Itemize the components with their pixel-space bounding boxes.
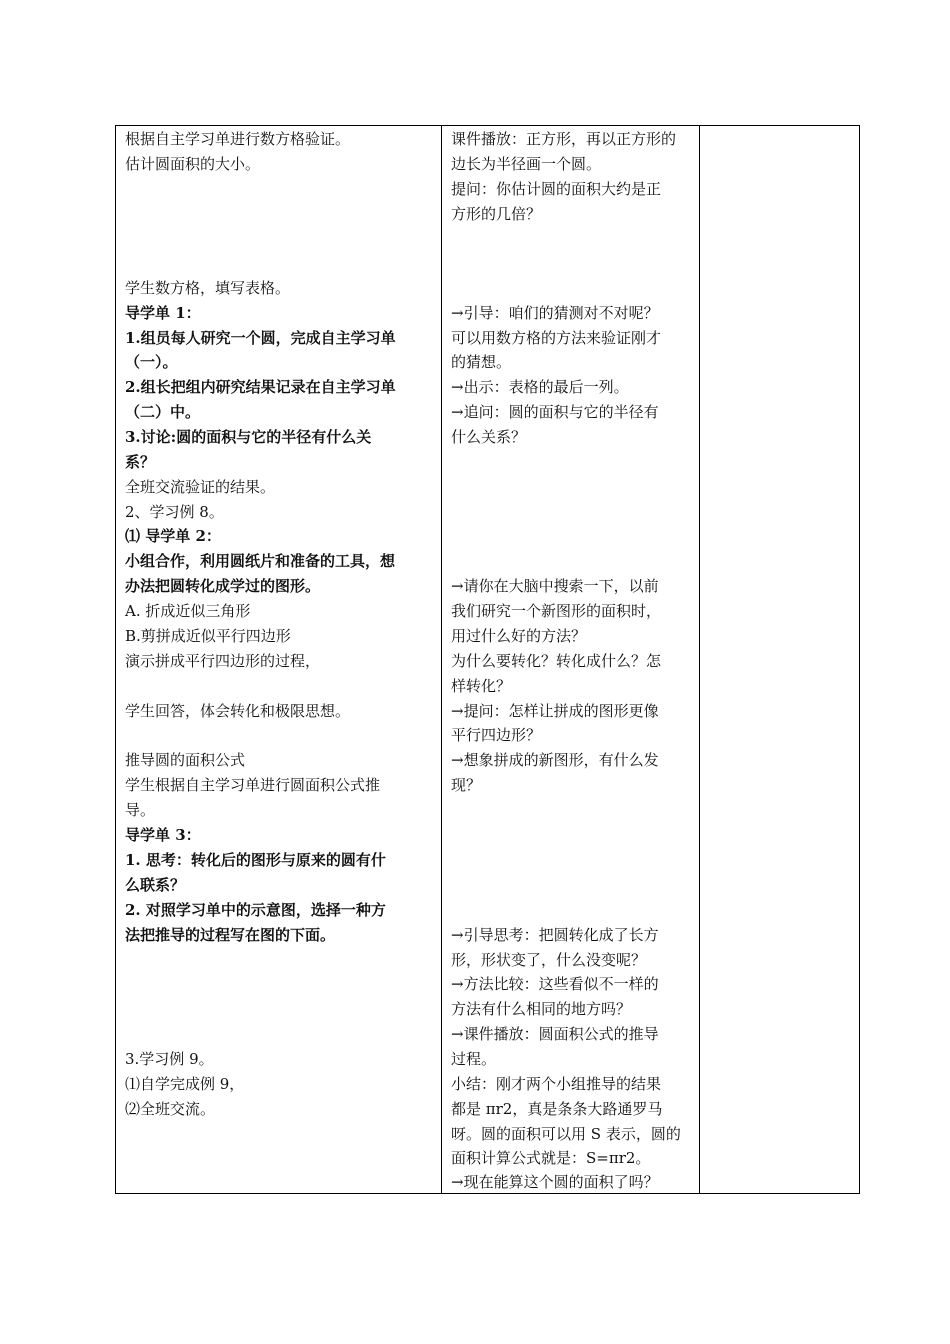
text-line: →课件播放：圆面积公式的推导: [451, 1025, 659, 1043]
text-line: （一）。: [125, 353, 178, 371]
text-line: 过程。: [451, 1050, 497, 1068]
text-line: →方法比较：这些看似不一样的: [451, 975, 659, 993]
lesson-plan-table: [115, 125, 860, 1194]
text-line: 导。: [125, 801, 156, 819]
text-line: 平行四边形？: [451, 726, 542, 744]
text-line: 用过什么好的方法？: [451, 627, 587, 645]
text-line: 系？: [125, 453, 156, 471]
text-line: 办法把圆转化成学过的图形。: [125, 577, 321, 595]
text-line: 估计圆面积的大小。: [125, 155, 261, 173]
text-line: 导学单 1：: [125, 304, 201, 322]
text-line: 方法有什么相同的地方吗？: [451, 1000, 632, 1018]
text-line: 学生回答，体会转化和极限思想。: [125, 702, 351, 720]
text-line: 样转化？: [451, 677, 512, 695]
text-line: 为什么要转化？转化成什么？怎: [451, 652, 662, 670]
text-line: 小组合作，利用圆纸片和准备的工具，想: [125, 552, 396, 570]
text-line: 呀。圆的面积可以用 S 表示，圆的: [451, 1125, 681, 1143]
text-line: ⑵全班交流。: [125, 1100, 216, 1118]
text-line: 推导圆的面积公式: [125, 751, 246, 769]
text-line: 么联系？: [125, 876, 186, 894]
text-line: 的猜想。: [451, 353, 512, 371]
text-line: 演示拼成平行四边形的过程，: [125, 652, 321, 670]
text-line: 课件播放：正方形，再以正方形的: [451, 130, 677, 148]
text-line: 我们研究一个新图形的面积时，: [451, 602, 662, 620]
text-line: →出示：表格的最后一列。: [451, 378, 629, 396]
text-line: →引导：咱们的猜测对不对呢？: [451, 304, 659, 322]
text-line: 小结：刚才两个小组推导的结果: [451, 1075, 662, 1093]
text-line: →现在能算这个圆的面积了吗？: [451, 1173, 659, 1191]
text-line: 形，形状变了，什么没变呢？: [451, 951, 647, 969]
text-line: 3.讨论:圆的面积与它的半径有什么关: [125, 428, 372, 446]
text-line: A. 折成近似三角形: [125, 602, 251, 620]
text-line: 导学单 3：: [125, 826, 201, 844]
text-line: 方形的几倍？: [451, 205, 542, 223]
text-line: 2. 对照学习单中的示意图，选择一种方: [125, 901, 386, 919]
text-line: 可以用数方格的方法来验证刚才: [451, 329, 662, 347]
text-line: 现？: [451, 776, 482, 794]
text-line: 全班交流验证的结果。: [125, 478, 276, 496]
text-line: 面积计算公式就是：S=πr2。: [451, 1149, 651, 1167]
text-line: ⑴自学完成例 9，: [125, 1075, 245, 1093]
text-line: →引导思考：把圆转化成了长方: [451, 926, 659, 944]
text-line: 法把推导的过程写在图的下面。: [125, 926, 336, 944]
text-line: 什么关系？: [451, 428, 527, 446]
text-line: 边长为半径画一个圆。: [451, 155, 602, 173]
text-line: B.剪拼成近似平行四边形: [125, 627, 291, 645]
text-line: （二）中。: [125, 403, 201, 421]
teacher-guidance-column: [442, 126, 699, 1193]
text-line: 根据自主学习单进行数方格验证。: [125, 130, 351, 148]
text-line: →追问：圆的面积与它的半径有: [451, 403, 659, 421]
text-line: 学生根据自主学习单进行圆面积公式推: [125, 776, 381, 794]
text-line: 3.学习例 9。: [125, 1050, 214, 1068]
text-line: 提问：你估计圆的面积大约是正: [451, 180, 662, 198]
text-line: 2、学习例 8。: [125, 503, 224, 521]
notes-column: [700, 126, 859, 1193]
text-line: 2.组长把组内研究结果记录在自主学习单: [125, 378, 396, 396]
student-activity-column: [116, 126, 441, 1193]
text-line: →提问：怎样让拼成的图形更像: [451, 702, 659, 720]
text-line: ⑴ 导学单 2：: [125, 527, 221, 545]
text-line: →请你在大脑中搜索一下，以前: [451, 577, 659, 595]
text-line: 学生数方格，填写表格。: [125, 279, 291, 297]
text-line: 1.组员每人研究一个圆，完成自主学习单: [125, 329, 396, 347]
text-line: 都是 πr2，真是条条大路通罗马: [451, 1100, 663, 1118]
text-line: 1. 思考：转化后的图形与原来的圆有什: [125, 851, 386, 869]
text-line: →想象拼成的新图形，有什么发: [451, 751, 659, 769]
